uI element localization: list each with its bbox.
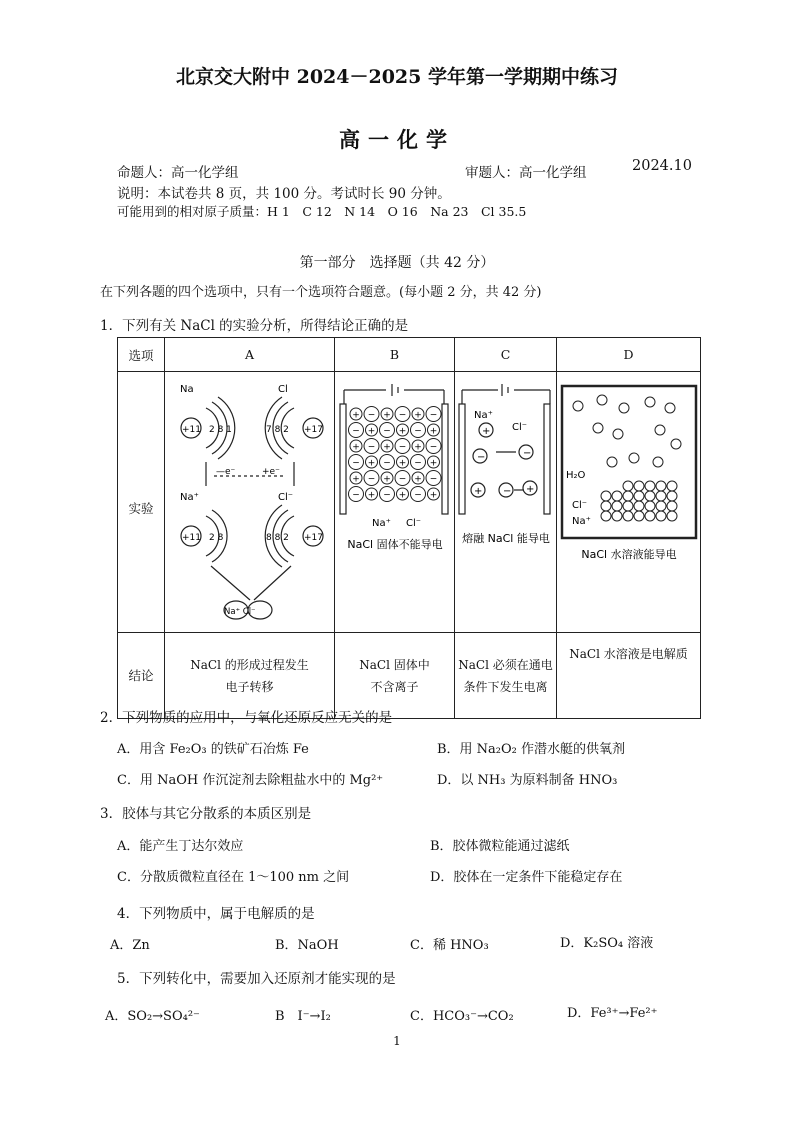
crystal-ion: [612, 501, 622, 511]
question-5-stem: 5．下列转化中，需要加入还原剂才能实现的是: [117, 971, 396, 987]
crystal-ion: [612, 511, 622, 521]
ion-charge: −: [398, 474, 406, 484]
author: 命题人：高一化学组: [117, 165, 239, 181]
ion-charge: −: [429, 474, 437, 484]
crystal-ion: [623, 511, 633, 521]
ion-charge: −: [351, 490, 360, 500]
crystal-ion: [667, 511, 677, 521]
cl-label: Cl⁻: [405, 517, 421, 529]
conclusion-label: 结论: [118, 633, 165, 719]
crystal-ion: [645, 491, 655, 501]
electron-transfer-diagram: [166, 378, 334, 624]
experiment-b: [335, 372, 455, 633]
svg-text:+: +: [481, 425, 490, 437]
q2-option-a: A．用含 Fe₂O₃ 的铁矿石冶炼 Fe: [117, 742, 309, 757]
caption-d: NaCl 水溶液能导电: [580, 547, 677, 561]
na-label: Na⁺: [473, 409, 493, 421]
q4-option-b: B．NaOH: [275, 938, 339, 953]
q5-option-b: B I⁻→I₂: [275, 1009, 331, 1024]
q5-option-a: A．SO₂→SO₄²⁻: [105, 1009, 200, 1024]
svg-text:2 8 1: 2 8 1: [208, 424, 232, 435]
conclusion-d: NaCl 水溶液是电解质: [557, 633, 701, 719]
crystal-ion: [645, 511, 655, 521]
experiment-c: [455, 372, 557, 633]
solid-nacl-diagram: [336, 378, 454, 624]
ion-pair: Na⁺ Cl⁻: [223, 606, 256, 617]
ion-charge: −: [367, 442, 375, 452]
crystal-ion: [634, 501, 644, 511]
crystal-ion: [612, 491, 622, 501]
aqueous-nacl-diagram: [558, 378, 700, 624]
subject-title: 高一化学: [339, 127, 455, 152]
ion-charge: +: [351, 410, 360, 420]
na-ion-label: Na⁺: [179, 491, 199, 503]
ion-charge: −: [367, 474, 375, 484]
ion-charge: +: [367, 426, 375, 436]
ion-charge: −: [413, 458, 422, 468]
water-molecule: [653, 457, 663, 467]
q4-option-c: C．稀 HNO₃: [410, 938, 489, 953]
section-title: 第一部分 选择题（共 42 分）: [299, 255, 495, 271]
q2-option-c: C．用 NaOH 作沉淀剂去除粗盐水中的 Mg²⁺: [117, 773, 384, 788]
svg-text:2 8: 2 8: [208, 532, 223, 543]
experiment-label: 实验: [118, 372, 165, 633]
svg-text:−: −: [522, 447, 531, 459]
svg-text:−: −: [502, 485, 511, 497]
crystal-ion: [601, 501, 611, 511]
water-molecule: [645, 397, 655, 407]
ion-charge: +: [429, 458, 437, 468]
ion-charge: −: [382, 426, 391, 436]
crystal-ion: [623, 481, 633, 491]
caption-b: NaCl 固体不能导电: [346, 537, 443, 551]
ion-charge: −: [351, 426, 360, 436]
ion-charge: +: [429, 490, 437, 500]
q2-option-b: B．用 Na₂O₂ 作潜水艇的供氧剂: [437, 742, 626, 757]
cl-label: Cl⁻: [571, 499, 587, 511]
ion-charge: −: [398, 442, 406, 452]
q4-option-d: D．K₂SO₄ 溶液: [560, 936, 654, 951]
ion-charge: +: [367, 458, 375, 468]
header-d: D: [557, 338, 701, 372]
ion-charge: +: [351, 474, 360, 484]
water-molecule: [671, 439, 681, 449]
page-number: 1: [393, 1034, 401, 1048]
header-c: C: [455, 338, 557, 372]
cl-label: Cl: [277, 383, 288, 395]
reviewer: 审题人：高一化学组: [465, 165, 587, 181]
q3-option-b: B．胶体微粒能通过滤纸: [430, 839, 570, 854]
water-molecule: [613, 429, 623, 439]
q3-option-c: C．分散质微粒直径在 1～100 nm 之间: [117, 870, 350, 885]
crystal-ion: [623, 491, 633, 501]
q2-option-d: D．以 NH₃ 为原料制备 HNO₃: [437, 773, 618, 788]
ion-charge: −: [351, 458, 360, 468]
svg-text:+: +: [525, 483, 534, 495]
svg-text:+: +: [473, 485, 482, 497]
water-molecule: [593, 423, 603, 433]
crystal-ion: [656, 511, 666, 521]
ion-charge: +: [367, 490, 375, 500]
crystal-ion: [656, 501, 666, 511]
ion-lattice: [348, 406, 441, 501]
svg-text:−: −: [476, 451, 485, 463]
crystal-ion: [634, 491, 644, 501]
ion-charge: −: [413, 490, 422, 500]
crystal-ion: [667, 501, 677, 511]
ion-charge: +: [351, 442, 360, 452]
question-4-stem: 4．下列物质中，属于电解质的是: [117, 906, 315, 922]
na-label: Na⁺: [371, 517, 391, 529]
experiment-d: [557, 372, 701, 633]
water-molecule: [573, 401, 583, 411]
crystal-ion: [623, 501, 633, 511]
water-molecule: [655, 425, 665, 435]
ion-charge: +: [398, 426, 406, 436]
ion-charge: +: [413, 410, 422, 420]
exam-title: 北京交大附中 2024－2025 学年第一学期期中练习: [176, 66, 618, 88]
q5-option-d: D．Fe³⁺→Fe²⁺: [567, 1006, 658, 1021]
ion-charge: +: [382, 410, 391, 420]
water-molecule: [607, 457, 617, 467]
svg-text:+17: +17: [303, 532, 323, 543]
ion-charge: +: [382, 442, 391, 452]
hydrated-ions: [573, 395, 681, 521]
conclusion-b: NaCl 固体中 不含离子: [335, 633, 455, 719]
header-b: B: [335, 338, 455, 372]
header-a: A: [165, 338, 335, 372]
na-label: Na: [179, 383, 194, 395]
plus-electron: +e⁻: [261, 466, 280, 477]
svg-text:7 8 2: 7 8 2: [265, 424, 289, 435]
ion-charge: +: [413, 474, 422, 484]
crystal-ion: [645, 481, 655, 491]
exam-note: 说明：本试卷共 8 页，共 100 分。考试时长 90 分钟。: [117, 186, 451, 202]
ion-charge: +: [382, 474, 391, 484]
atomic-masses: 可能用到的相对原子质量：H 1 C 12 N 14 O 16 Na 23 Cl 35.5: [117, 204, 527, 219]
na-label: Na⁺: [571, 515, 591, 527]
q3-option-d: D．胶体在一定条件下能稳定存在: [430, 870, 623, 885]
ion-charge: +: [398, 490, 406, 500]
h2o-label: H₂O: [565, 469, 585, 481]
ion-charge: −: [429, 442, 437, 452]
caption-c: 熔融 NaCl 能导电: [461, 531, 550, 545]
crystal-ion: [645, 501, 655, 511]
na-nucleus: +11: [181, 424, 201, 435]
q5-option-c: C．HCO₃⁻→CO₂: [410, 1009, 514, 1024]
svg-text:8 8 2: 8 8 2: [265, 532, 289, 543]
crystal-ion: [667, 481, 677, 491]
q3-option-a: A．能产生丁达尔效应: [117, 839, 244, 854]
cl-ion-label: Cl⁻: [277, 491, 293, 503]
svg-text:+11: +11: [181, 532, 201, 543]
ion-charge: +: [429, 426, 437, 436]
crystal-ion: [634, 481, 644, 491]
ion-charge: +: [413, 442, 422, 452]
header-option: 选项: [118, 338, 165, 372]
question-3-stem: 3．胶体与其它分散系的本质区别是: [100, 806, 312, 822]
crystal-ion: [634, 511, 644, 521]
water-molecule: [665, 403, 675, 413]
conclusion-a: NaCl 的形成过程发生 电子转移: [165, 633, 335, 719]
crystal-ion: [667, 491, 677, 501]
ion-charge: −: [413, 426, 422, 436]
crystal-ion: [656, 481, 666, 491]
conclusion-c: NaCl 必须在通电 条件下发生电离: [455, 633, 557, 719]
water-molecule: [629, 453, 639, 463]
crystal-ion: [656, 491, 666, 501]
section-instruction: 在下列各题的四个选项中，只有一个选项符合题意。(每小题 2 分，共 42 分): [100, 285, 542, 300]
q4-option-a: A．Zn: [110, 938, 150, 953]
cl-label: Cl⁻: [511, 421, 527, 433]
ion-charge: −: [367, 410, 375, 420]
ion-charge: −: [398, 410, 406, 420]
ion-charge: +: [398, 458, 406, 468]
molten-nacl-diagram: [456, 378, 556, 624]
experiment-a: [165, 372, 335, 633]
crystal-ion: [601, 491, 611, 501]
ion-charge: −: [382, 458, 391, 468]
question-1-stem: 1．下列有关 NaCl 的实验分析，所得结论正确的是: [100, 318, 409, 334]
ion-charge: −: [382, 490, 391, 500]
ion-charge: −: [429, 410, 437, 420]
exam-date: 2024.10: [632, 158, 692, 174]
water-molecule: [597, 395, 607, 405]
question-1-table: [117, 337, 701, 719]
water-molecule: [619, 403, 629, 413]
cl-nucleus: +17: [303, 424, 323, 435]
crystal-ion: [601, 511, 611, 521]
minus-electron: —e⁻: [215, 466, 235, 477]
question-2-stem: 2．下列物质的应用中，与氧化还原反应无关的是: [100, 710, 393, 726]
